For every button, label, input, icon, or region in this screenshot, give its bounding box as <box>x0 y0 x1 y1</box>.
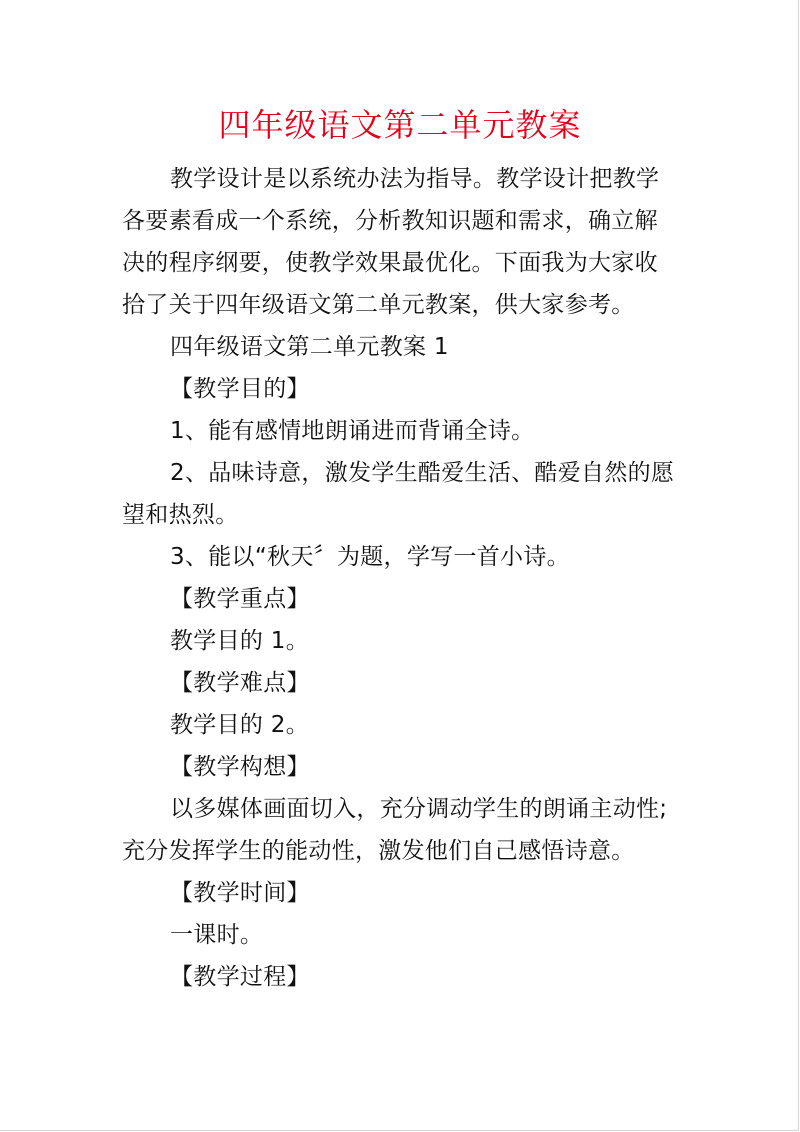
section-heading-process: 【教学过程】 <box>170 964 310 990</box>
key-points-text: 教学目的 1。 <box>170 628 310 654</box>
difficulties-text: 教学目的 2。 <box>170 712 310 738</box>
intro-line-3: 决的程序纲要，使教学效果最优化。下面我为大家收 <box>122 250 658 276</box>
intro-line-1: 教学设计是以系统办法为指导。教学设计把教学 <box>170 166 660 192</box>
goal-item-2: 2、品味诗意，激发学生酷爱生活、酷爱自然的愿 <box>170 460 675 486</box>
concept-line-1: 以多媒体画面切入，充分调动学生的朗诵主动性; <box>170 796 668 822</box>
section-heading-time: 【教学时间】 <box>170 880 310 906</box>
intro-line-4: 拾了关于四年级语文第二单元教案，供大家参考。 <box>122 292 635 318</box>
intro-line-2: 各要素看成一个系统，分析教知识题和需求，确立解 <box>122 208 658 234</box>
section-heading-goals: 【教学目的】 <box>170 376 310 402</box>
section-heading-concept: 【教学构想】 <box>170 754 310 780</box>
goal-item-1: 1、能有感情地朗诵进而背诵全诗。 <box>170 418 535 444</box>
document-title: 四年级语文第二单元教案 <box>218 106 582 144</box>
section-heading-difficulties: 【教学难点】 <box>170 670 310 696</box>
time-text: 一课时。 <box>170 922 264 948</box>
section-heading-key-points: 【教学重点】 <box>170 586 310 612</box>
document-body <box>122 158 682 998</box>
lesson-subtitle: 四年级语文第二单元教案 1 <box>170 334 449 360</box>
goal-item-3: 3、能以“秋天〞为题，学写一首小诗。 <box>170 544 570 570</box>
concept-line-2: 充分发挥学生的能动性，激发他们自己感悟诗意。 <box>122 838 635 864</box>
goal-item-2-continued: 望和热烈。 <box>122 502 239 528</box>
